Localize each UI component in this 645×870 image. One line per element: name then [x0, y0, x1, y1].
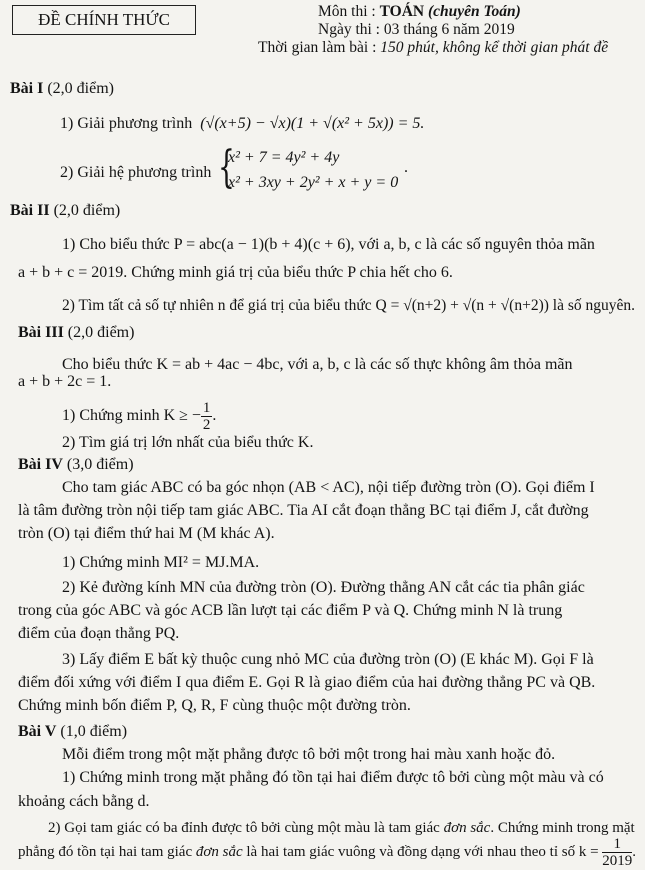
system-end: .: [404, 159, 408, 176]
subject-line: Môn thi : TOÁN (chuyên Toán): [318, 3, 521, 20]
section-1-q1: 1) Giải phương trình (√(x+5) − √x)(1 + √(x² + 5x)) = 5.: [60, 115, 425, 132]
section-3-q2: 2) Tìm giá trị lớn nhất của biểu thức K.: [62, 434, 314, 451]
section-4-q3-line3: Chứng minh bốn điểm P, Q, R, F cùng thuộc một đường tròn.: [18, 697, 411, 714]
section-4-q3-line2: điểm đối xứng với điểm I qua điểm E. Gọi R là giao điểm của hai đường thẳng PC và QB.: [18, 674, 596, 691]
section-4-heading: Bài IV (3,0 điểm): [18, 456, 134, 473]
system-eq-2: x² + 3xy + 2y² + x + y = 0: [228, 174, 399, 191]
section-5-q2-line1: 2) Gọi tam giác có ba đỉnh được tô bởi cùng một màu là tam giác đơn sắc. Chứng minh trong mặt: [48, 820, 635, 836]
section-2-heading: Bài II (2,0 điểm): [10, 202, 121, 219]
section-5-intro: Mỗi điểm trong một mặt phẳng được tô bởi một trong hai màu xanh hoặc đỏ.: [62, 746, 556, 763]
section-4-q2-line2: trong của góc ABC và góc ACB lần lượt tại các điểm P và Q. Chứng minh N là trung: [18, 602, 563, 619]
section-4-q3-line1: 3) Lấy điểm E bất kỳ thuộc cung nhỏ MC của đường tròn (O) (E khác M). Gọi F là: [62, 651, 594, 668]
section-3-q1: 1) Chứng minh K ≥ − $\frac{1}{2}$ .: [62, 399, 217, 433]
section-4-q1: 1) Chứng minh MI² = MJ.MA.: [62, 554, 260, 571]
time-limit-line: Thời gian làm bài : 150 phút, không kể thời gian phát đề: [258, 39, 609, 56]
section-5-q1-line2: khoảng cách bằng d.: [18, 793, 150, 810]
section-4-intro-line1: Cho tam giác ABC có ba góc nhọn (AB < AC), nội tiếp đường tròn (O). Gọi điểm I: [62, 479, 595, 496]
official-exam-label: ĐỀ CHÍNH THỨC: [12, 5, 196, 35]
subject-name: TOÁN: [379, 3, 425, 20]
section-3-intro-line2: a + b + 2c = 1.: [18, 373, 112, 390]
section-4-q2-line3: điểm của đoạn thẳng PQ.: [18, 625, 180, 642]
fraction-one-half: $\frac{1}{2}$: [202, 399, 211, 433]
exam-date: Ngày thi : 03 tháng 6 năm 2019: [318, 21, 515, 38]
section-5-q1-line1: 1) Chứng minh trong mặt phẳng đó tồn tại hai điểm được tô bởi cùng một màu và có: [62, 769, 604, 786]
section-3-heading: Bài III (2,0 điểm): [18, 324, 135, 341]
section-5-q2-line2: phẳng đó tồn tại hai tam giác đơn sắc là hai tam giác vuông và đồng dạng với nhau theo tỉ số k = $\frac{1}{2019}$ .: [18, 836, 637, 870]
section-4-intro-line2: là tâm đường tròn nội tiếp tam giác ABC. Tia AI cắt đoạn thẳng BC tại điểm J, cắt đường: [18, 502, 589, 519]
section-4-q2-line1: 2) Kẻ đường kính MN của đường tròn (O). Đường thẳng AN cắt các tia phân giác: [62, 579, 585, 596]
section-1-heading: Bài I (2,0 điểm): [10, 80, 114, 97]
section-3-intro-line1: Cho biểu thức K = ab + 4ac − 4bc, với a, b, c là các số thực không âm thỏa mãn: [62, 356, 573, 373]
system-brace: {: [218, 142, 235, 193]
system-eq-1: x² + 7 = 4y² + 4y: [228, 149, 340, 166]
section-2-q1-line2: a + b + c = 2019. Chứng minh giá trị của biểu thức P chia hết cho 6.: [18, 264, 453, 281]
section-2-q2: 2) Tìm tất cả số tự nhiên n để giá trị của biểu thức Q = √(n+2) + √(n + √(n+2)) là số nguyên.: [62, 297, 636, 314]
equation-1: (√(x+5) − √x)(1 + √(x² + 5x)) = 5.: [200, 115, 425, 132]
subject-note: (chuyên Toán): [424, 3, 521, 20]
section-2-q1-line1: 1) Cho biểu thức P = abc(a − 1)(b + 4)(c + 6), với a, b, c là các số nguyên thỏa mãn: [62, 236, 595, 253]
section-5-heading: Bài V (1,0 điểm): [18, 723, 128, 740]
fraction-ratio: $\frac{1}{2019}$: [602, 836, 633, 870]
section-1-q2-label: 2) Giải hệ phương trình: [60, 164, 212, 181]
section-4-intro-line3: tròn (O) tại điểm thứ hai M (M khác A).: [18, 525, 275, 542]
